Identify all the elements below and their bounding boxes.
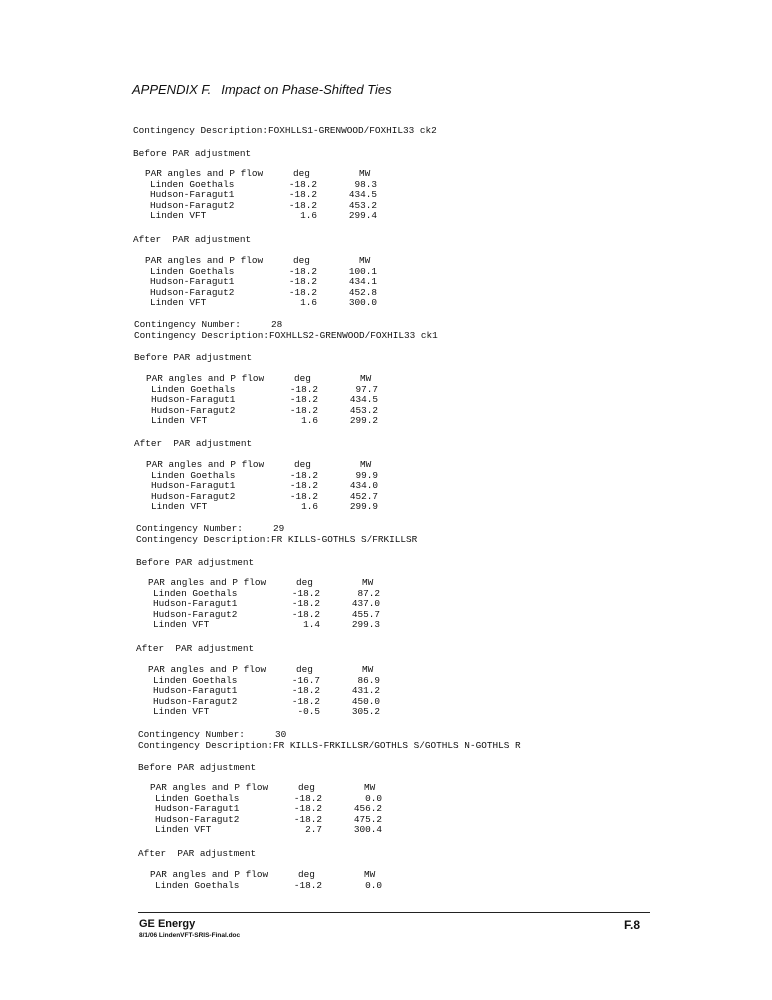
flow-value: 98.3 bbox=[354, 178, 377, 190]
flow-value: 452.8 bbox=[348, 286, 377, 298]
column-header-deg: deg bbox=[296, 577, 313, 588]
angle-value: 1.6 bbox=[301, 415, 318, 427]
column-header-name: PAR angles and P flow bbox=[146, 459, 265, 470]
tie-name: Linden VFT bbox=[151, 501, 208, 513]
angle-value: -18.2 bbox=[289, 404, 318, 416]
page-number: F.8 bbox=[624, 918, 641, 932]
column-header-name: PAR angles and P flow bbox=[150, 782, 269, 793]
flow-value: 299.4 bbox=[348, 210, 377, 222]
flow-value: 452.7 bbox=[349, 490, 378, 502]
tie-name: Hudson-Faragut1 bbox=[150, 276, 235, 288]
column-header-name: PAR angles and P flow bbox=[148, 577, 267, 588]
column-header-name: PAR angles and P flow bbox=[145, 255, 264, 266]
tie-name: Linden VFT bbox=[153, 706, 210, 718]
tie-name: Linden VFT bbox=[153, 619, 210, 631]
flow-value: 437.0 bbox=[351, 598, 380, 610]
tie-name: Hudson-Faragut1 bbox=[150, 189, 235, 201]
angle-value: -18.2 bbox=[289, 383, 318, 395]
flow-value: 475.2 bbox=[353, 813, 382, 825]
flow-value: 0.0 bbox=[365, 879, 382, 891]
column-header-deg: deg bbox=[296, 664, 313, 675]
column-header-mw: MW bbox=[362, 577, 374, 588]
tie-name: Hudson-Faragut1 bbox=[153, 685, 238, 697]
tie-name: Hudson-Faragut2 bbox=[150, 199, 235, 211]
angle-value: -18.2 bbox=[289, 394, 318, 406]
tie-name: Linden Goethals bbox=[153, 674, 238, 686]
tie-name: Linden Goethals bbox=[150, 265, 235, 277]
flow-value: 305.2 bbox=[351, 706, 380, 718]
angle-value: -18.2 bbox=[288, 189, 317, 201]
contingency-description-value: FOXHLLS2-GRENWOOD/FOXHIL33 ck1 bbox=[269, 330, 438, 341]
before-adjustment-heading: Before PAR adjustment bbox=[138, 762, 257, 773]
tie-name: Linden Goethals bbox=[150, 178, 235, 190]
contingency-description-value: FOXHLLS1-GRENWOOD/FOXHIL33 ck2 bbox=[268, 125, 437, 136]
column-header-name: PAR angles and P flow bbox=[148, 664, 267, 675]
angle-value: -18.2 bbox=[293, 792, 322, 804]
angle-value: -18.2 bbox=[289, 490, 318, 502]
column-header-deg: deg bbox=[293, 255, 310, 266]
appendix-title: Impact on Phase-Shifted Ties bbox=[221, 82, 392, 97]
angle-value: -18.2 bbox=[291, 695, 320, 707]
contingency-number-label: Contingency Number: bbox=[134, 319, 241, 330]
angle-value: -18.2 bbox=[291, 587, 320, 599]
flow-value: 87.2 bbox=[357, 587, 380, 599]
column-header-deg: deg bbox=[298, 869, 315, 880]
column-header-deg: deg bbox=[294, 459, 311, 470]
after-adjustment-heading: After PAR adjustment bbox=[134, 438, 253, 449]
contingency-description-line bbox=[134, 331, 438, 342]
angle-value: -18.2 bbox=[291, 598, 320, 610]
tie-name: Hudson-Faragut1 bbox=[153, 598, 238, 610]
tie-name: Hudson-Faragut1 bbox=[155, 803, 240, 815]
angle-value: -18.2 bbox=[293, 879, 322, 891]
flow-value: 434.0 bbox=[349, 480, 378, 492]
tie-name: Linden Goethals bbox=[155, 792, 240, 804]
page-heading bbox=[132, 82, 392, 97]
column-header-deg: deg bbox=[298, 782, 315, 793]
angle-value: -0.5 bbox=[297, 706, 320, 718]
appendix-label: APPENDIX F. bbox=[132, 82, 212, 97]
angle-value: 2.7 bbox=[305, 824, 322, 836]
angle-value: -18.2 bbox=[293, 813, 322, 825]
contingency-description-line bbox=[138, 741, 521, 752]
flow-value: 434.5 bbox=[348, 189, 377, 201]
tie-name: Hudson-Faragut2 bbox=[155, 813, 240, 825]
flow-value: 450.0 bbox=[351, 695, 380, 707]
flow-value: 99.9 bbox=[355, 469, 378, 481]
tie-name: Hudson-Faragut2 bbox=[151, 490, 236, 502]
before-adjustment-heading: Before PAR adjustment bbox=[133, 148, 252, 159]
contingency-number-line bbox=[136, 524, 284, 535]
column-header-mw: MW bbox=[362, 664, 374, 675]
contingency-description-label: Contingency Description: bbox=[138, 740, 274, 751]
column-header-mw: MW bbox=[360, 373, 372, 384]
flow-value: 300.4 bbox=[353, 824, 382, 836]
column-header-deg: deg bbox=[294, 373, 311, 384]
tie-name: Hudson-Faragut1 bbox=[151, 394, 236, 406]
column-header-mw: MW bbox=[364, 782, 376, 793]
angle-value: -18.2 bbox=[288, 178, 317, 190]
contingency-description-line bbox=[133, 126, 437, 137]
column-header-mw: MW bbox=[359, 168, 371, 179]
angle-value: 1.6 bbox=[301, 501, 318, 513]
flow-value: 300.0 bbox=[348, 297, 377, 309]
tie-name: Linden VFT bbox=[155, 824, 212, 836]
angle-value: 1.6 bbox=[300, 210, 317, 222]
contingency-number-line bbox=[134, 320, 282, 331]
footer-filename: 8/1/06 LindenVFT-SRIS-Final.doc bbox=[139, 932, 241, 939]
angle-value: -18.2 bbox=[289, 480, 318, 492]
tie-name: Linden Goethals bbox=[155, 879, 240, 891]
footer-divider bbox=[138, 912, 650, 913]
contingency-number-value: 30 bbox=[275, 729, 287, 740]
contingency-description-label: Contingency Description: bbox=[136, 534, 272, 545]
contingency-number-value: 29 bbox=[273, 523, 285, 534]
after-adjustment-heading: After PAR adjustment bbox=[138, 848, 257, 859]
contingency-description-value: FR KILLS-FRKILLSR/GOTHLS S/GOTHLS N-GOTHLS R bbox=[273, 740, 521, 751]
flow-value: 97.7 bbox=[355, 383, 378, 395]
flow-value: 434.1 bbox=[348, 276, 377, 288]
angle-value: -18.2 bbox=[288, 199, 317, 211]
tie-name: Linden VFT bbox=[150, 210, 207, 222]
column-header-mw: MW bbox=[364, 869, 376, 880]
contingency-number-label: Contingency Number: bbox=[138, 729, 245, 740]
contingency-number-line bbox=[138, 730, 286, 741]
flow-value: 299.9 bbox=[349, 501, 378, 513]
column-header-deg: deg bbox=[293, 168, 310, 179]
flow-value: 453.2 bbox=[349, 404, 378, 416]
after-adjustment-heading: After PAR adjustment bbox=[136, 643, 255, 654]
column-header-name: PAR angles and P flow bbox=[146, 373, 265, 384]
tie-name: Linden Goethals bbox=[151, 469, 236, 481]
tie-name: Linden VFT bbox=[150, 297, 207, 309]
contingency-description-label: Contingency Description: bbox=[134, 330, 270, 341]
angle-value: -18.2 bbox=[288, 286, 317, 298]
angle-value: 1.4 bbox=[303, 619, 320, 631]
flow-value: 434.5 bbox=[349, 394, 378, 406]
before-adjustment-heading: Before PAR adjustment bbox=[134, 352, 253, 363]
angle-value: -18.2 bbox=[289, 469, 318, 481]
tie-name: Hudson-Faragut2 bbox=[153, 608, 238, 620]
tie-name: Linden Goethals bbox=[151, 383, 236, 395]
contingency-number-value: 28 bbox=[271, 319, 283, 330]
angle-value: -18.2 bbox=[293, 803, 322, 815]
after-adjustment-heading: After PAR adjustment bbox=[133, 234, 252, 245]
flow-value: 299.2 bbox=[349, 415, 378, 427]
angle-value: -18.2 bbox=[291, 608, 320, 620]
before-adjustment-heading: Before PAR adjustment bbox=[136, 557, 255, 568]
contingency-description-line bbox=[136, 535, 417, 546]
tie-name: Hudson-Faragut1 bbox=[151, 480, 236, 492]
column-header-mw: MW bbox=[359, 255, 371, 266]
angle-value: -18.2 bbox=[291, 685, 320, 697]
column-header-mw: MW bbox=[360, 459, 372, 470]
angle-value: -18.2 bbox=[288, 265, 317, 277]
column-header-name: PAR angles and P flow bbox=[145, 168, 264, 179]
column-header-name: PAR angles and P flow bbox=[150, 869, 269, 880]
flow-value: 455.7 bbox=[351, 608, 380, 620]
flow-value: 431.2 bbox=[351, 685, 380, 697]
contingency-number-label: Contingency Number: bbox=[136, 523, 243, 534]
flow-value: 86.9 bbox=[357, 674, 380, 686]
tie-name: Hudson-Faragut2 bbox=[151, 404, 236, 416]
flow-value: 456.2 bbox=[353, 803, 382, 815]
flow-value: 0.0 bbox=[365, 792, 382, 804]
footer-company: GE Energy bbox=[139, 918, 196, 930]
tie-name: Linden Goethals bbox=[153, 587, 238, 599]
angle-value: -18.2 bbox=[288, 276, 317, 288]
contingency-description-value: FR KILLS-GOTHLS S/FRKILLSR bbox=[271, 534, 418, 545]
flow-value: 453.2 bbox=[348, 199, 377, 211]
tie-name: Linden VFT bbox=[151, 415, 208, 427]
tie-name: Hudson-Faragut2 bbox=[150, 286, 235, 298]
angle-value: 1.6 bbox=[300, 297, 317, 309]
angle-value: -16.7 bbox=[291, 674, 320, 686]
flow-value: 100.1 bbox=[348, 265, 377, 277]
flow-value: 299.3 bbox=[351, 619, 380, 631]
contingency-description-label: Contingency Description: bbox=[133, 125, 269, 136]
tie-name: Hudson-Faragut2 bbox=[153, 695, 238, 707]
